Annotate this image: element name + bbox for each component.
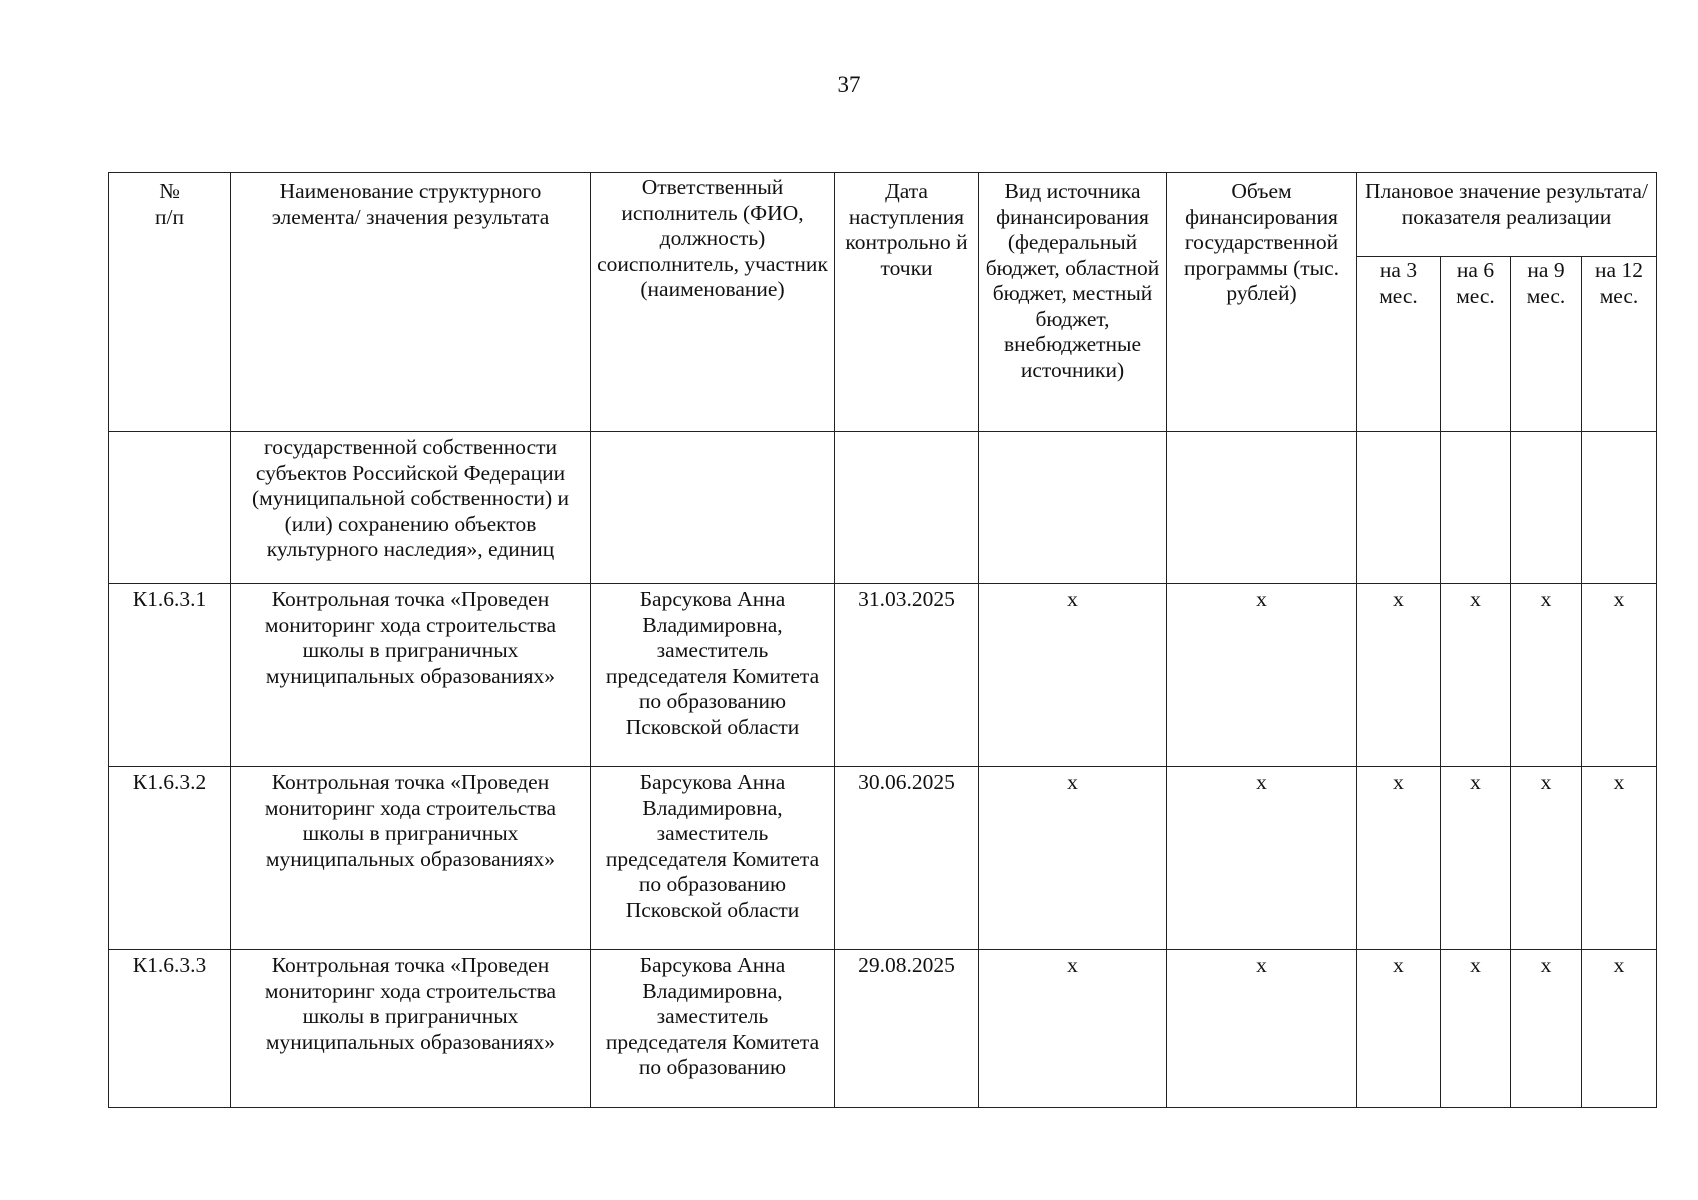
cell-name: Контрольная точка «Проведен мониторинг хода строительства школы в приграничных муниципальных образованиях» xyxy=(231,584,591,767)
cell-date: 30.06.2025 xyxy=(835,767,979,950)
cell-date: 29.08.2025 xyxy=(835,950,979,1108)
header-num-symbol: № xyxy=(159,179,180,203)
cell-plan-9 xyxy=(1511,432,1582,584)
cell-source: x xyxy=(979,584,1167,767)
cell-source: x xyxy=(979,950,1167,1108)
cell-volume: x xyxy=(1167,584,1357,767)
header-plan-group: Плановое значение результата/показателя реализации xyxy=(1357,173,1657,257)
cell-volume: x xyxy=(1167,767,1357,950)
header-volume: Объем финансирования государственной программы (тыс. рублей) xyxy=(1167,173,1357,432)
header-name: Наименование структурного элемента/ значения результата xyxy=(231,173,591,432)
cell-volume xyxy=(1167,432,1357,584)
cell-plan-12: x xyxy=(1582,950,1657,1108)
header-row xyxy=(109,173,1657,257)
cell-plan-6 xyxy=(1441,432,1511,584)
cell-plan-12 xyxy=(1582,432,1657,584)
header-date: Дата наступления контрольно й точки xyxy=(835,173,979,432)
cell-source xyxy=(979,432,1167,584)
cell-num xyxy=(109,432,231,584)
header-plan-3: на 3 мес. xyxy=(1357,257,1441,432)
cell-num: К1.6.3.1 xyxy=(109,584,231,767)
table-row xyxy=(109,584,1657,767)
cell-date: 31.03.2025 xyxy=(835,584,979,767)
cell-volume: x xyxy=(1167,950,1357,1108)
cell-source: x xyxy=(979,767,1167,950)
header-plan-6: на 6 мес. xyxy=(1441,257,1511,432)
continuation-row xyxy=(109,432,1657,584)
cell-plan-6: x xyxy=(1441,950,1511,1108)
cell-plan-9: x xyxy=(1511,950,1582,1108)
cell-name: государственной собственности субъектов Российской Федерации (муниципальной собственности) и (или) сохранению объектов культурного наследия», единиц xyxy=(231,432,591,584)
header-plan-12: на 12 мес. xyxy=(1582,257,1657,432)
cell-responsible xyxy=(591,432,835,584)
cell-num: К1.6.3.3 xyxy=(109,950,231,1108)
cell-plan-9: x xyxy=(1511,767,1582,950)
page-number: 37 xyxy=(837,72,861,97)
cell-plan-6: x xyxy=(1441,767,1511,950)
cell-plan-12: x xyxy=(1582,767,1657,950)
cell-num: К1.6.3.2 xyxy=(109,767,231,950)
control-points-table xyxy=(108,172,1657,1108)
cell-responsible: Барсукова Анна Владимировна, заместитель председателя Комитета по образованию Псковской области xyxy=(591,767,835,950)
header-plan-9: на 9 мес. xyxy=(1511,257,1582,432)
table-row xyxy=(109,767,1657,950)
header-source: Вид источника финансирования (федеральный бюджет, областной бюджет, местный бюджет, внебюджетные источники) xyxy=(979,173,1167,432)
cell-name: Контрольная точка «Проведен мониторинг хода строительства школы в приграничных муниципальных образованиях» xyxy=(231,767,591,950)
cell-plan-3 xyxy=(1357,432,1441,584)
cell-plan-6: x xyxy=(1441,584,1511,767)
header-num xyxy=(109,173,231,432)
cell-plan-12: x xyxy=(1582,584,1657,767)
cell-plan-3: x xyxy=(1357,950,1441,1108)
cell-name: Контрольная точка «Проведен мониторинг хода строительства школы в приграничных муниципальных образованиях» xyxy=(231,950,591,1108)
header-responsible: Ответственный исполнитель (ФИО, должность) соисполнитель, участник (наименование) xyxy=(591,173,835,432)
cell-plan-3: x xyxy=(1357,584,1441,767)
cell-plan-9: x xyxy=(1511,584,1582,767)
cell-responsible: Барсукова Анна Владимировна, заместитель председателя Комитета по образованию xyxy=(591,950,835,1108)
cell-date xyxy=(835,432,979,584)
cell-responsible: Барсукова Анна Владимировна, заместитель председателя Комитета по образованию Псковской области xyxy=(591,584,835,767)
cell-plan-3: x xyxy=(1357,767,1441,950)
table-row xyxy=(109,950,1657,1108)
header-num-label: п/п xyxy=(155,204,184,229)
